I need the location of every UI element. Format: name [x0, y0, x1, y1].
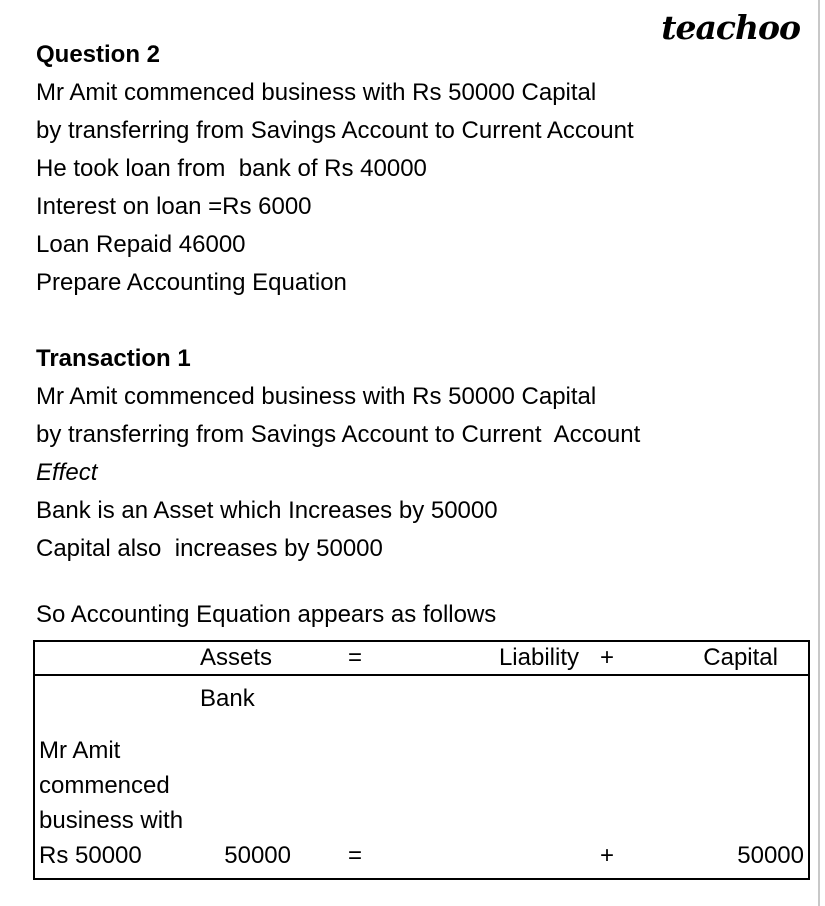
- effect-line-1: Bank is an Asset which Increases by 50000: [36, 497, 498, 524]
- row-equals: =: [347, 842, 362, 869]
- question-line-5: Loan Repaid 46000: [36, 231, 246, 258]
- document-content: [36, 36, 810, 880]
- teachoo-logo: teachoo: [661, 8, 800, 47]
- question-line-4: Interest on loan =Rs 6000: [36, 193, 312, 220]
- question-title: Question 2: [36, 41, 161, 68]
- transaction-title: Transaction 1: [36, 345, 191, 372]
- assets-cell: [195, 676, 295, 878]
- table-header-row: [35, 642, 808, 676]
- liability-value: [415, 676, 595, 878]
- question-line-3: He took loan from bank of Rs 40000: [36, 155, 427, 182]
- transaction-line-2: by transferring from Savings Account to Current Account: [36, 421, 641, 448]
- page-right-edge-rule: [818, 0, 820, 906]
- asset-name: Bank: [200, 685, 255, 712]
- question-line-2: by transferring from Savings Account to Current Account: [36, 117, 634, 144]
- row-plus: +: [600, 842, 615, 869]
- capital-value: 50000: [737, 842, 804, 869]
- col-header-plus: +: [600, 644, 615, 671]
- effect-label: Effect: [36, 459, 98, 486]
- question-line-1: Mr Amit commenced business with Rs 50000 Capital: [36, 79, 597, 106]
- row-label: Mr Amit commenced business with Rs 50000: [39, 737, 190, 869]
- asset-value: 50000: [224, 842, 291, 869]
- transaction-line-1: Mr Amit commenced business with Rs 50000 Capital: [36, 383, 597, 410]
- spacer: [36, 568, 810, 596]
- spacer: [36, 302, 810, 340]
- question-line-6: Prepare Accounting Equation: [36, 269, 347, 296]
- accounting-equation-table: [33, 640, 810, 880]
- col-header-liability: Liability: [498, 644, 579, 671]
- col-header-capital: Capital: [703, 644, 778, 671]
- col-header-assets: Assets: [200, 644, 273, 671]
- equation-intro: So Accounting Equation appears as follows: [36, 601, 497, 628]
- col-header-equals: =: [347, 644, 362, 671]
- effect-line-2: Capital also increases by 50000: [36, 535, 383, 562]
- table-body-row: [35, 676, 808, 878]
